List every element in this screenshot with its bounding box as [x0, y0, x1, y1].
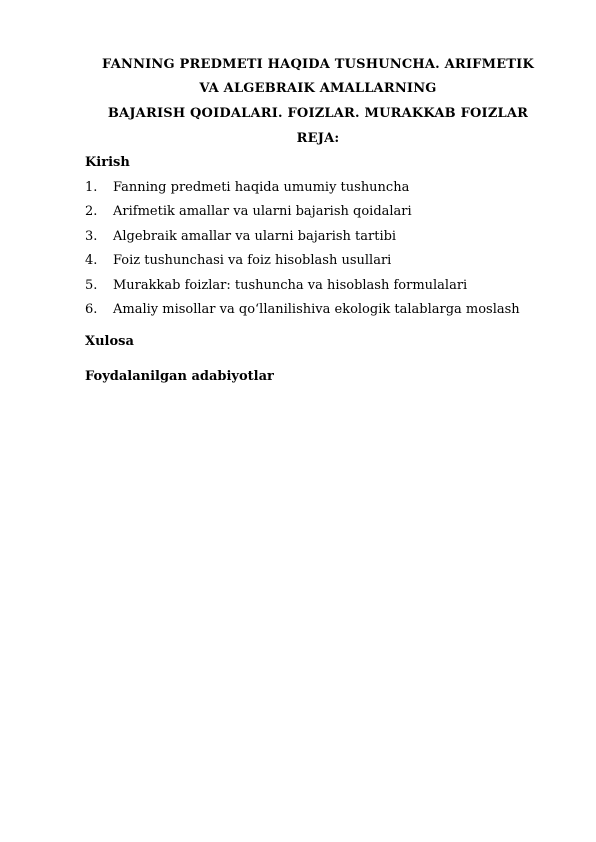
- plan-item-5: [85, 278, 520, 302]
- plan-item-number: 4.: [85, 253, 98, 269]
- plan-item-number: 3.: [85, 228, 98, 244]
- references-heading: Foydalanilgan adabiyotlar: [85, 369, 274, 384]
- title-line-3: BAJARISH QOIDALARI. FOIZLAR. MURAKKAB FOIZLAR: [107, 106, 529, 121]
- plan-heading: REJA:: [296, 131, 340, 146]
- plan-item-4: [85, 253, 520, 277]
- plan-item-text: Fanning predmeti haqida umumiy tushuncha: [113, 180, 410, 195]
- plan-item-text: Algebraik amallar va ularni bajarish tartibi: [113, 228, 397, 244]
- plan-item-text: Amaliy misollar va qo‘llanilishiva ekologik talablarga moslash: [113, 301, 520, 317]
- plan-list: [85, 180, 520, 326]
- plan-item-3: [85, 229, 520, 253]
- plan-item-text: Murakkab foizlar: tushuncha va hisoblash formulalari: [113, 277, 468, 293]
- plan-item-text: Arifmetik amallar va ularni bajarish qoidalari: [113, 204, 412, 220]
- conclusion-heading: Xulosa: [85, 334, 134, 349]
- plan-item-2: [85, 204, 520, 228]
- title-line-1: FANNING PREDMETI HAQIDA TUSHUNCHA. ARIFMETIK: [102, 57, 534, 72]
- plan-item-6: [85, 302, 520, 326]
- plan-item-text: Foiz tushunchasi va foiz hisoblash usullari: [113, 253, 392, 269]
- plan-item-number: 1.: [85, 180, 98, 195]
- plan-item-number: 5.: [85, 277, 98, 293]
- intro-heading: Kirish: [85, 155, 130, 170]
- plan-item-number: 2.: [85, 204, 98, 220]
- title-line-2: VA ALGEBRAIK AMALLARNING: [199, 81, 437, 96]
- plan-item-1: [85, 180, 520, 204]
- plan-item-number: 6.: [85, 301, 98, 317]
